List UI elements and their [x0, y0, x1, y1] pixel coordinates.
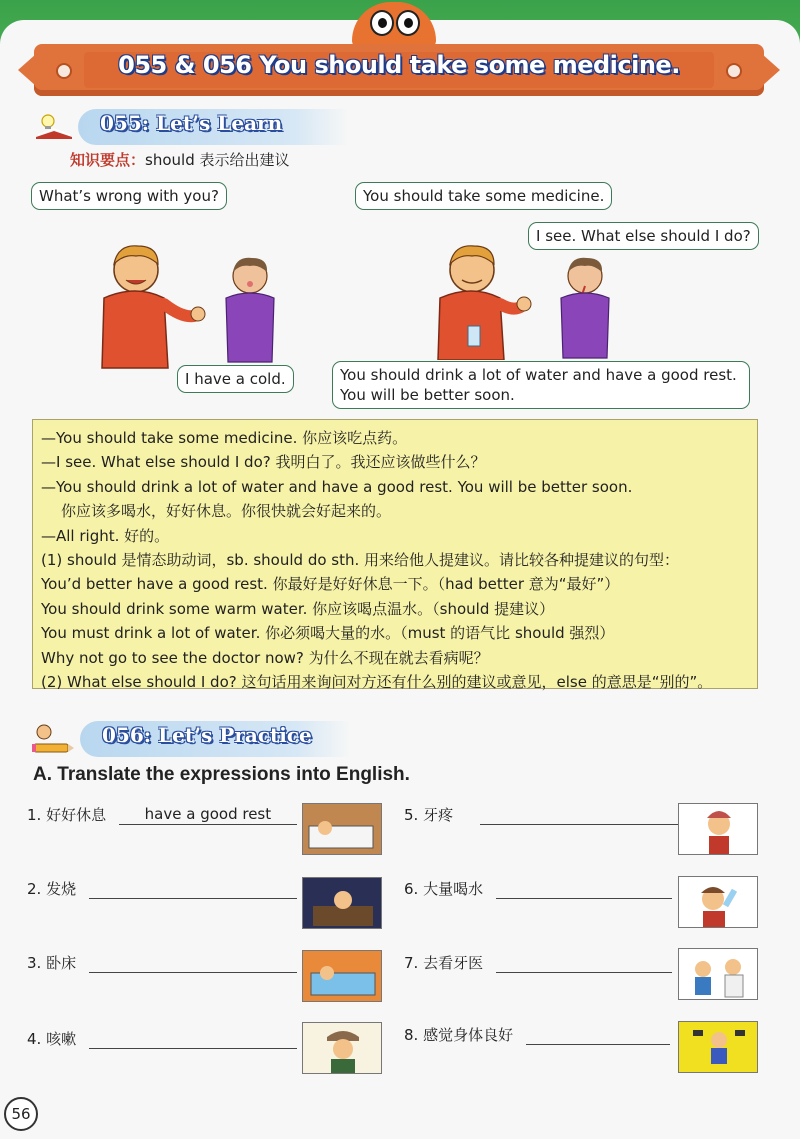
exercise-item-3	[27, 952, 297, 973]
note-line: (2) What else should I do? 这句话用来询问对方还有什么别的建议或意见，else 的意思是“别的”。	[41, 673, 713, 692]
answer-field[interactable]	[89, 1028, 297, 1049]
item-chinese: 去看牙医	[423, 954, 484, 972]
item-chinese: 卧床	[46, 954, 77, 972]
item-chinese: 牙疼	[423, 806, 454, 824]
eye-icon	[396, 10, 420, 36]
item-chinese: 咳嗽	[46, 1030, 77, 1048]
note-line: You must drink a lot of water. 你必须喝大量的水。（must 的语气比 should 强烈）	[41, 624, 615, 643]
advice-line-2: You will be better soon.	[340, 386, 515, 404]
title-banner	[34, 44, 764, 96]
note-line: —You should drink a lot of water and have a good rest. You will be better soon.	[41, 477, 633, 496]
speech-bubble-right-advice	[332, 361, 750, 409]
item-chinese: 感觉身体良好	[423, 1026, 514, 1044]
note-line: —You should take some medicine. 你应该吃点药。	[41, 429, 408, 447]
exercise-item-6	[404, 878, 672, 899]
item-number: 5.	[404, 806, 419, 824]
section-label-learn	[78, 109, 348, 145]
drink-water-picture	[678, 876, 758, 928]
exercise-item-4	[27, 1028, 297, 1049]
item-number: 2.	[27, 880, 42, 898]
answer-field[interactable]	[496, 878, 672, 899]
exercise-title: A. Translate the expressions into English.	[33, 764, 410, 785]
item-chinese: 好好休息	[46, 806, 107, 824]
toothache-picture	[678, 803, 758, 855]
item-number: 3.	[27, 954, 42, 972]
speech-bubble-left-answer: I have a cold.	[177, 365, 294, 393]
note-line: 你应该多喝水，好好休息。你很快就会好起来的。	[61, 502, 392, 521]
item-number: 1.	[27, 806, 42, 824]
item-number: 8.	[404, 1026, 419, 1044]
answer-field[interactable]	[89, 952, 297, 973]
page-number: 56	[4, 1097, 38, 1131]
dentist-picture	[678, 948, 758, 1000]
sick-boy-thermometer-figure	[555, 254, 615, 363]
item-number: 7.	[404, 954, 419, 972]
keypoint	[70, 149, 289, 170]
stay-in-bed-picture	[302, 950, 382, 1002]
exercise-item-7	[404, 952, 672, 973]
cough-picture	[302, 1022, 382, 1074]
exercise-item-1	[27, 804, 297, 825]
item-number: 4.	[27, 1030, 42, 1048]
item-chinese: 大量喝水	[423, 880, 484, 898]
note-line: You should drink some warm water. 你应该喝点温水。（should 提建议）	[41, 599, 555, 618]
note-line: You’d better have a good rest. 你最好是好好休息一下。（had better 意为“最好”）	[41, 575, 620, 594]
speech-bubble-right-question: You should take some medicine.	[355, 182, 612, 210]
answer-field[interactable]	[496, 952, 672, 973]
page-title: 055 & 056 You should take some medicine.	[118, 51, 680, 79]
answer-field[interactable]	[89, 878, 297, 899]
keypoint-label: 知识要点：	[70, 151, 146, 169]
section-label-text: 055: Let’s Learn	[100, 111, 283, 135]
note-line: —I see. What else should I do? 我明白了。我还应该做些什么？	[41, 453, 486, 472]
eye-icon	[370, 10, 394, 36]
answer-field[interactable]: have a good rest	[119, 804, 297, 825]
exercise-item-2	[27, 878, 297, 899]
pencil-mascot-icon	[30, 722, 74, 764]
grammar-notes-box	[32, 419, 758, 692]
note-line: —All right. 好的。	[41, 526, 170, 545]
boy-with-water-figure	[434, 240, 544, 364]
item-chinese: 发烧	[46, 880, 77, 898]
note-line: Why not go to see the doctor now? 为什么不现在就去看病呢？	[41, 648, 489, 667]
fever-picture	[302, 877, 382, 929]
sick-boy-purple-shirt-figure	[220, 254, 280, 368]
keypoint-text: should 表示给出建议	[145, 151, 290, 169]
item-number: 6.	[404, 880, 419, 898]
exercise-item-5	[404, 804, 690, 825]
answer-field[interactable]	[480, 804, 690, 825]
answer-field[interactable]	[526, 1024, 670, 1045]
exercise-item-8	[404, 1024, 670, 1045]
speech-bubble-left-question: What’s wrong with you?	[31, 182, 227, 210]
note-line: (1) should 是情态助动词，sb. should do sth. 用来给他人提建议。请比较各种提建议的句型：	[41, 551, 680, 570]
section-label-practice	[80, 721, 350, 757]
advice-line-1: You should drink a lot of water and have a good rest.	[340, 366, 737, 384]
bed-rest-picture	[302, 803, 382, 855]
section-label-text: 056: Let’s Practice	[102, 723, 312, 747]
speech-bubble-right-reply: I see. What else should I do?	[528, 222, 759, 250]
feel-well-picture	[678, 1021, 758, 1073]
boy-orange-shirt-figure	[98, 240, 208, 374]
lightbulb-book-icon	[34, 113, 74, 145]
